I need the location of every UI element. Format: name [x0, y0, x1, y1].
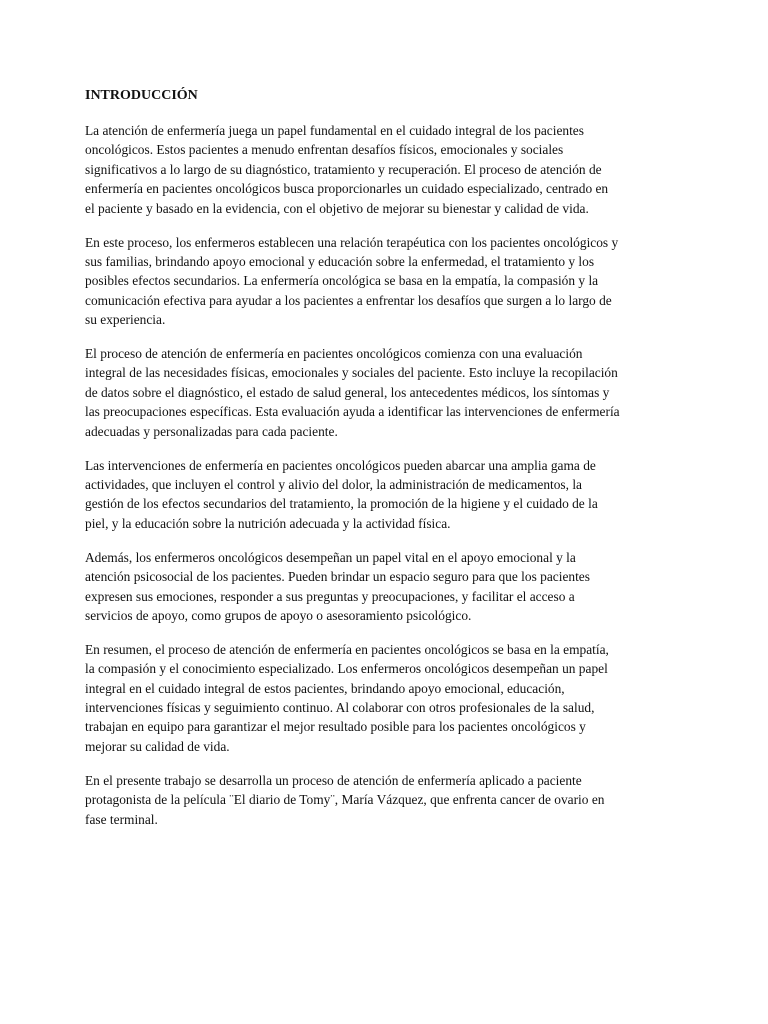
paragraph-3: El proceso de atención de enfermería en pacientes oncológicos comienza con una evaluación integral de las necesidades físicas, emocionales y sociales del paciente. Esto incluye la recopilación de datos sobre el diagnóstico, el estado de salud general, los antecedentes médicos, los síntomas y las preocupaciones específicas. Esta evaluación ayuda a identificar las intervenciones de enfermería adecuadas y personalizadas para cada paciente. — [85, 346, 620, 439]
paragraph-7: En el presente trabajo se desarrolla un proceso de atención de enfermería aplicado a paciente protagonista de la película ¨El diario de Tomy¨, María Vázquez, que enfrenta cancer de ovario en fase terminal. — [85, 772, 605, 827]
paragraph-4: Las intervenciones de enfermería en pacientes oncológicos pueden abarcar una amplia gama de actividades, que incluyen el control y alivio del dolor, la administración de medicamentos, la gestión de los efectos secundarios del tratamiento, la promoción de la higiene y el cuidado de la piel, y la educación sobre la nutrición adecuada y la actividad física. — [85, 457, 598, 531]
paragraph-6: En resumen, el proceso de atención de enfermería en pacientes oncológicos se basa en la empatía, la compasión y el conocimiento especializado. Los enfermeros oncológicos desempeñan un papel integral en el cuidado integral de estos pacientes, brindando apoyo emocional, educación, intervenciones físicas y seguimiento continuo. Al colaborar con otros profesionales de la salud, trabajan en equipo para garantizar el mejor resultado posible para los pacientes oncológicos y mejorar su calidad de vida. — [85, 641, 609, 754]
paragraph-5: Además, los enfermeros oncológicos desempeñan un papel vital en el apoyo emocional y la atención psicosocial de los pacientes. Pueden brindar un espacio seguro para que los pacientes expresen sus emociones, responder a sus preguntas y preocupaciones, y facilitar el acceso a servicios de apoyo, como grupos de apoyo o asesoramiento psicológico. — [85, 549, 590, 623]
paragraph-2: En este proceso, los enfermeros establecen una relación terapéutica con los pacientes oncológicos y sus familias, brindando apoyo emocional y educación sobre la enfermedad, el tratamiento y los posibles efectos secundarios. La enfermería oncológica se basa en la empatía, la compasión y la comunicación efectiva para ayudar a los pacientes a enfrentar los desafíos que surgen a lo largo de su experiencia. — [85, 234, 619, 328]
page-title: INTRODUCCIÓN — [85, 88, 198, 103]
paragraph-1: La atención de enfermería juega un papel fundamental en el cuidado integral de los pacientes oncológicos. Estos pacientes a menudo enfrentan desafíos físicos, emocionales y sociales significativos a lo largo de su diagnóstico, tratamiento y recuperación. El proceso de atención de enfermería en pacientes oncológicos busca proporcionarles un cuidado especializado, centrado en el paciente y basado en la evidencia, con el objetivo de mejorar su bienestar y calidad de vida. — [85, 123, 609, 216]
document-page — [85, 86, 620, 844]
